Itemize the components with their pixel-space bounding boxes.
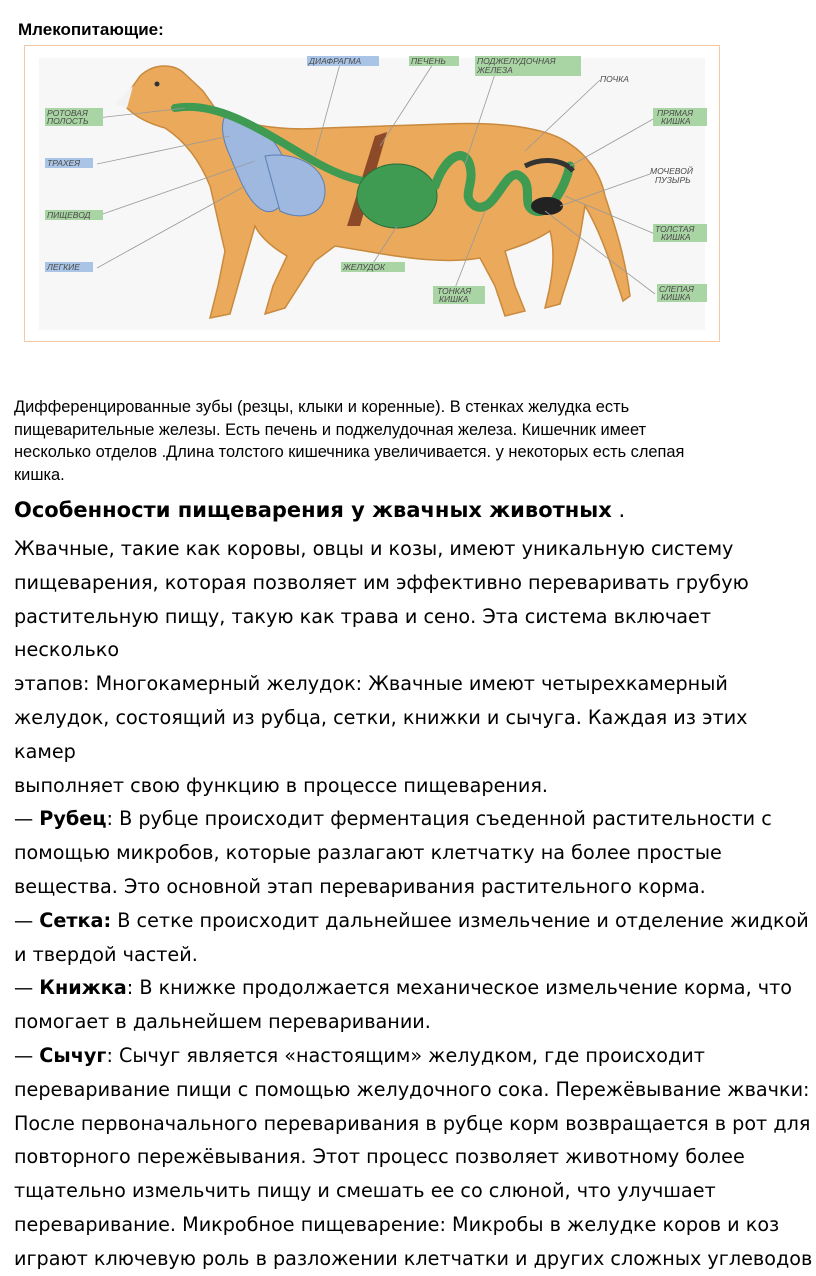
dash: — [14, 976, 40, 1000]
body-line: тщательно измельчить пищу и смешать ее со слюной, что улучшает [14, 1179, 716, 1203]
label-bladder-1: МОЧЕВОЙ [650, 166, 693, 176]
stomach-shape [357, 164, 437, 228]
dog-digestive-diagram [24, 45, 720, 342]
label-pancreas-2: ЖЕЛЕЗА [477, 65, 513, 75]
body-line: пищеварения, которая позволяет им эффективно переваривать грубую [14, 570, 749, 594]
label-lungs: ЛЕГКИЕ [47, 262, 80, 272]
label-colon-2: КИШКА [661, 232, 691, 242]
label-small-intestine-1: ТОНКАЯ [437, 286, 472, 296]
section-title [14, 498, 625, 522]
intro-line: несколько отделов .Длина толстого кишечника увеличивается. у некоторых есть слепая [14, 443, 685, 462]
body-line: этапов: Многокамерный желудок: Жвачные имеют четырехкамерный [14, 672, 728, 696]
intro-paragraph [14, 396, 804, 486]
label-kidney: ПОЧКА [600, 74, 629, 84]
abomasum-line [14, 1039, 814, 1073]
intro-line: пищеварительные железы. Есть печень и поджелудочная железа. Кишечник имеет [14, 420, 647, 439]
label-liver: ПЕЧЕНЬ [411, 56, 446, 66]
net-text: В сетке происходит дальнейшее измельчение и отделение жидкой [111, 908, 809, 932]
body-line: переваривание пищи с помощью желудочного сока. Пережёвывание жвачки: [14, 1077, 810, 1101]
label-colon-1: ТОЛСТАЯ [655, 224, 695, 234]
label-diaphragm: ДИАФРАГМА [309, 56, 362, 66]
body-line: вещества. Это основной этап переваривания растительного корма. [14, 874, 706, 898]
book-text: : В книжке продолжается механическое измельчение корма, что [126, 976, 793, 1000]
label-rectum-1: ПРЯМАЯ [657, 108, 694, 118]
label-oral-cavity-1: РОТОВАЯ [47, 108, 88, 118]
body-line: помогает в дальнейшем переваривании. [14, 1010, 431, 1034]
body-line: растительную пищу, такую как трава и сено. Эта система включает несколько [14, 604, 712, 662]
term-book: Книжка [39, 976, 127, 1000]
section-title-dot: . [611, 498, 626, 522]
label-cecum-1: СЛЕПАЯ [659, 284, 694, 294]
page-heading: Млекопитающие: [18, 20, 164, 39]
term-net: Сетка: [39, 908, 112, 932]
dash: — [14, 1043, 40, 1067]
rumen-text: : В рубце происходит ферментация съеденной растительности с [106, 807, 772, 831]
intro-line: кишка. [14, 465, 65, 484]
term-rumen: Рубец [39, 807, 107, 831]
body-line: и твердой частей. [14, 942, 198, 966]
label-cecum-2: КИШКА [661, 292, 691, 302]
body-line: После первоначального переваривания в рубце корм возвращается в рот для [14, 1111, 811, 1135]
body-line: переваривание. Микробное пищеварение: Микробы в желудке коров и коз [14, 1212, 780, 1236]
label-small-intestine-2: КИШКА [439, 294, 469, 304]
intro-line: Дифференцированные зубы (резцы, клыки и коренные). В стенках желудка есть [14, 398, 630, 416]
body-line: играют ключевую роль в разложении клетчатки и других сложных углеводов [14, 1246, 813, 1270]
label-bladder-2: ПУЗЫРЬ [655, 175, 691, 185]
label-esophagus: ПИЩЕВОД [47, 210, 91, 220]
book-line [14, 971, 814, 1005]
label-pancreas-1: ПОДЖЕЛУДОЧНАЯ [477, 56, 556, 66]
label-oral-cavity-2: ПОЛОСТЬ [47, 116, 89, 126]
term-abomasum: Сычуг [39, 1043, 107, 1067]
net-line [14, 904, 814, 938]
section-title-text: Особенности пищеварения у жвачных животных [14, 498, 612, 522]
diagram-svg [25, 46, 719, 341]
dash: — [14, 908, 40, 932]
body-line: помощью микробов, которые разлагают клетчатку на более простые [14, 841, 722, 865]
dash: — [14, 807, 40, 831]
body-text [14, 532, 814, 1276]
body-line: Жвачные, такие как коровы, овцы и козы, имеют уникальную систему [14, 537, 734, 560]
abomasum-text: : Сычуг является «настоящим» желудком, где происходит [106, 1043, 705, 1067]
rumen-line [14, 802, 814, 836]
label-stomach: ЖЕЛУДОК [343, 262, 386, 272]
label-trachea: ТРАХЕЯ [47, 158, 80, 168]
body-line: выполняет свою функцию в процессе пищеварения. [14, 773, 549, 797]
body-line: желудок, состоящий из рубца, сетки, книжки и сычуга. Каждая из этих камер [14, 705, 748, 763]
body-line: повторного пережёвывания. Этот процесс позволяет животному более [14, 1145, 745, 1169]
label-rectum-2: КИШКА [661, 116, 691, 126]
